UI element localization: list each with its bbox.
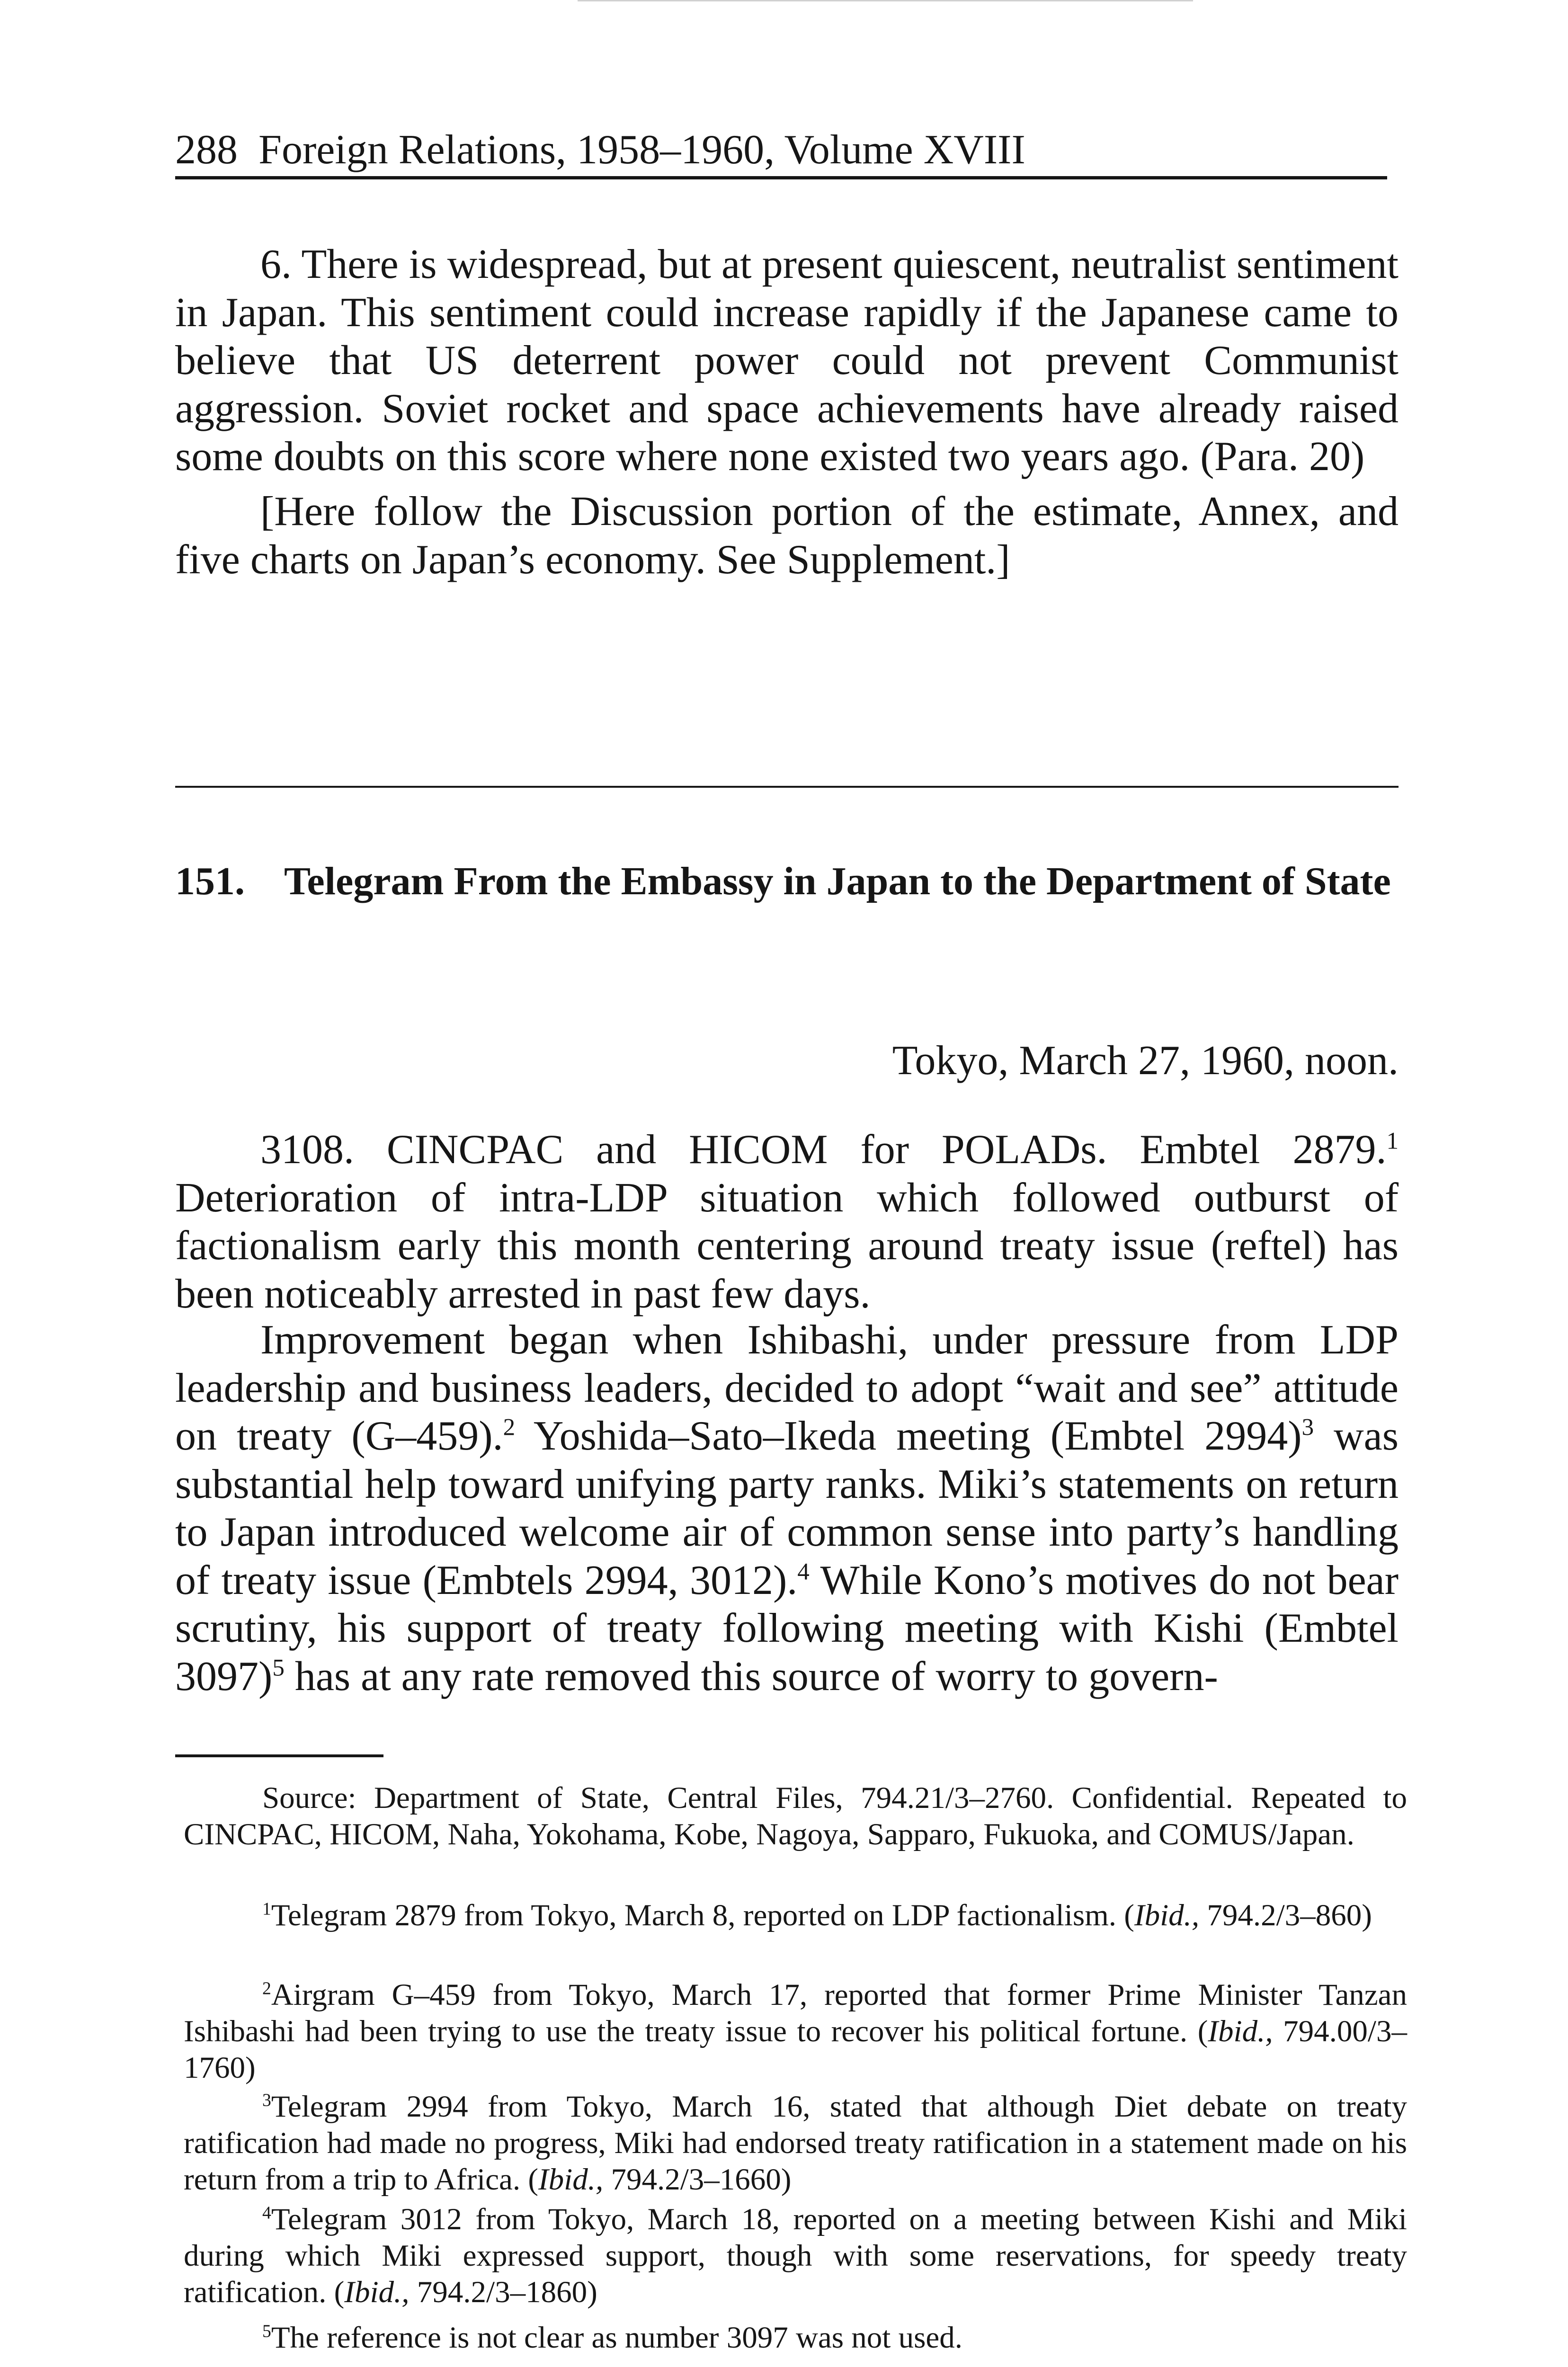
footnote-4 <box>184 2201 1407 2311</box>
telegram-p2-text-d: While Kono’s motives do not bear scrutiny, his support of treaty following meeting with Kishi (Embtel 3097) <box>175 1557 1399 1700</box>
footnote-3 <box>184 2089 1407 2198</box>
telegram-p2-text-a: Improvement began when Ishibashi, under pressure from LDP leadership and business leaders, decided to adopt “wait and see” attitude on treaty (G–459). <box>175 1317 1399 1459</box>
telegram-p2-text-c: was substantial help toward unifying party ranks. Miki’s statements on return to Japan introduced welcome air of common sense into party’s handling of treaty issue (Embtels 2994, 3012). <box>175 1413 1399 1603</box>
footnote-1 <box>184 1897 1407 1934</box>
header-rule <box>175 176 1387 179</box>
footnote-4-tail: 794.2/3–1860) <box>409 2275 597 2309</box>
footnote-5-mark: 5 <box>262 2321 271 2341</box>
running-title: Foreign Relations, 1958–1960, Volume XVIII <box>258 127 1025 173</box>
footnote-ref-4: 4 <box>797 1558 810 1585</box>
scan-edge-line <box>578 0 1193 1</box>
footnote-2-mark: 2 <box>262 1978 271 1999</box>
footnote-4-mark: 4 <box>262 2203 271 2223</box>
telegram-paragraph-1 <box>175 1126 1399 1318</box>
footnote-4-ibid: Ibid., <box>344 2275 410 2309</box>
dateline: Tokyo, March 27, 1960, noon. <box>892 1038 1399 1084</box>
footnote-2-text: Airgram G–459 from Tokyo, March 17, reported that former Prime Minister Tanzan Ishibashi had been trying to use the treaty issue to recover his political fortune. ( <box>184 1978 1407 2048</box>
footnote-4-text: Telegram 3012 from Tokyo, March 18, reported on a meeting between Kishi and Miki during which Miki expressed support, though with some reservations, for speedy treaty ratification. ( <box>184 2202 1407 2309</box>
document-title: Telegram From the Embassy in Japan to the Department of State <box>284 859 1391 903</box>
telegram-p2-text-b: Yoshida–Sato–Ikeda meeting (Embtel 2994) <box>515 1413 1302 1459</box>
footnote-1-ibid: Ibid., <box>1134 1898 1200 1932</box>
editorial-note: [Here follow the Discussion portion of the estimate, Annex, and five charts on Japan’s economy. See Supplement.] <box>175 489 1399 583</box>
footnote-1-tail: 794.2/3–860) <box>1199 1898 1372 1932</box>
paragraph-6: 6. There is widespread, but at present quiescent, neutralist sentiment in Japan. This sentiment could increase rapidly if the Japanese came to believe that US deterrent power could not prevent Communist aggression. Soviet rocket and space achievements have already raised some doubts on this score where none existed two years ago. (Para. 20) <box>175 241 1399 480</box>
footnote-2-tail: 794.00/3–1760) <box>184 2014 1407 2085</box>
section-divider <box>175 786 1399 788</box>
footnote-1-text: Telegram 2879 from Tokyo, March 8, reported on LDP factionalism. ( <box>271 1898 1134 1932</box>
footnote-2 <box>184 1977 1407 2086</box>
footnote-3-mark: 3 <box>262 2090 271 2110</box>
source-note: Source: Department of State, Central Files, 794.21/3–2760. Confidential. Repeated to CINCPAC, HICOM, Naha, Yokohama, Kobe, Nagoya, Sapparo, Fukuoka, and COMUS/Japan. <box>184 1781 1407 1851</box>
footnote-ref-5: 5 <box>272 1655 285 1682</box>
footnote-5-text: The reference is not clear as number 3097 was not used. <box>271 2321 962 2355</box>
footnote-3-text: Telegram 2994 from Tokyo, March 16, stated that although Diet debate on treaty ratification had made no progress, Miki had endorsed treaty ratification in a statement made on his return from a trip to Africa. ( <box>184 2090 1407 2197</box>
running-header <box>175 124 1387 176</box>
telegram-p1-text-a: 3108. CINCPAC and HICOM for POLADs. Embtel 2879. <box>260 1127 1387 1173</box>
telegram-p2-text-e: has at any rate removed this source of worry to govern- <box>284 1653 1218 1700</box>
telegram-paragraph-2 <box>175 1316 1399 1700</box>
footnote-3-tail: 794.2/3–1660) <box>603 2162 792 2197</box>
footnote-1-mark: 1 <box>262 1899 271 1919</box>
footnote-rule <box>175 1754 383 1757</box>
footnote-ref-1: 1 <box>1386 1128 1399 1155</box>
footnote-ref-2: 2 <box>503 1414 516 1441</box>
footnote-5 <box>184 2320 1407 2356</box>
footnote-2-ibid: Ibid., <box>1208 2014 1273 2048</box>
document-number: 151. <box>175 859 245 903</box>
footnote-3-ibid: Ibid., <box>538 2162 604 2197</box>
telegram-p1-text-b: Deterioration of intra-LDP situation which followed outburst of factionalism early this month centering around treaty issue (reftel) has been noticeably arrested in past few days. <box>175 1175 1399 1317</box>
page-number: 288 <box>175 127 238 173</box>
footnote-ref-3: 3 <box>1301 1414 1314 1441</box>
